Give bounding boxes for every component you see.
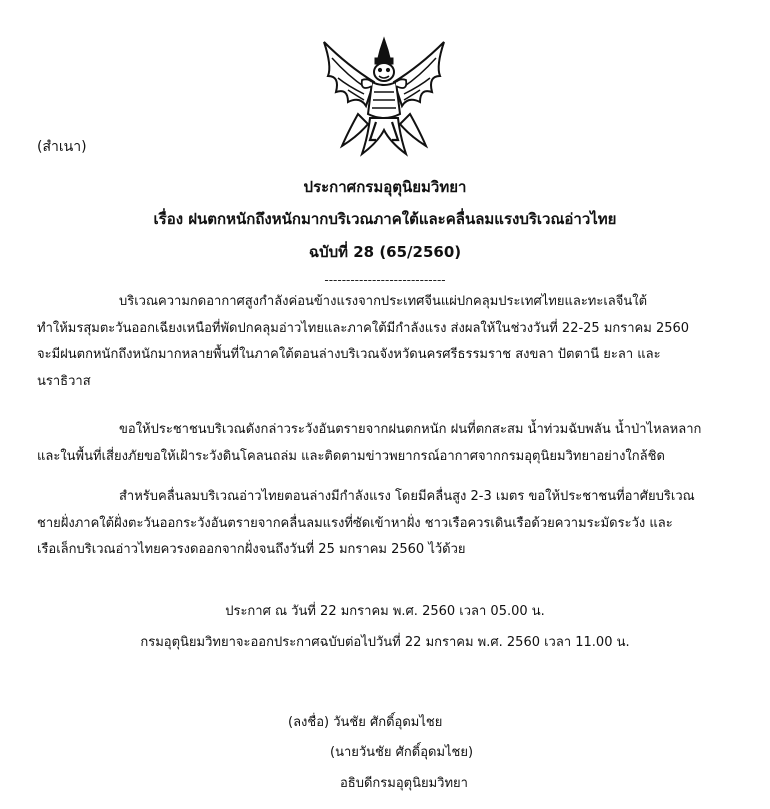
paragraph-line: ชายฝั่งภาคใต้ฝั่งตะวันออกระวังอันตรายจากคลื่นลมแรงที่ซัดเข้าหาฝั่ง ชาวเรือควรเดินเรือด้วยความระมัดระวัง และ (37, 515, 673, 531)
paragraph-line: บริเวณความกดอากาศสูงกำลังค่อนข้างแรงจากประเทศจีนแผ่ปกคลุมประเทศไทยและทะเลจีนใต้ (119, 294, 648, 309)
signer-title: อธิบดีกรมอุตุนิยมวิทยา (340, 776, 468, 791)
next-issue-note: กรมอุตุนิยมวิทยาจะออกประกาศฉบับต่อไปวันที่ 22 มกราคม พ.ศ. 2560 เวลา 11.00 น. (140, 635, 630, 650)
copy-label: (สำเนา) (37, 139, 87, 155)
paragraph-line: ขอให้ประชาชนบริเวณดังกล่าวระวังอันตรายจากฝนตกหนัก ฝนที่ตกสะสม น้ำท่วมฉับพลัน น้ำป่าไหลหลาก (119, 422, 702, 437)
announcement-subject: เรื่อง ฝนตกหนักถึงหนักมากบริเวณภาคใต้และคลื่นลมแรงบริเวณอ่าวไทย (153, 210, 617, 228)
paragraph-waves (37, 484, 737, 564)
divider: ---------------------------- (324, 273, 446, 287)
paragraph-line: และในพื้นที่เสี่ยงภัยขอให้เฝ้าระวังดินโคลนถล่ม และติดตามข่าวพยากรณ์อากาศจากกรมอุตุนิยมวิทยาอย่างใกล้ชิด (37, 448, 665, 464)
issue-number: ฉบับที่ 28 (65/2560) (308, 243, 462, 261)
paragraph-line: สำหรับคลื่นลมบริเวณอ่าวไทยตอนล่างมีกำลังแรง โดยมีคลื่นสูง 2-3 เมตร ขอให้ประชาชนที่อาศัยบริเวณ (119, 489, 695, 504)
announced-date: ประกาศ ณ วันที่ 22 มกราคม พ.ศ. 2560 เวลา 05.00 น. (225, 604, 545, 619)
paragraph-warning (37, 417, 737, 470)
paragraph-line: นราธิวาส (37, 373, 91, 389)
paragraph-line: ทำให้มรสุมตะวันออกเฉียงเหนือที่พัดปกคลุมอ่าวไทยและภาคใต้มีกำลังแรง ส่งผลให้ในช่วงวันที่ 22-25 มกราคม 2560 (37, 320, 690, 336)
paragraph-synopsis (37, 289, 737, 395)
signature-line: (ลงชื่อ) วันชัย ศักดิ์อุดมไชย (288, 715, 443, 730)
paragraph-line: จะมีฝนตกหนักถึงหนักมากหลายพื้นที่ในภาคใต้ตอนล่างบริเวณจังหวัดนครศรีธรรมราช สงขลา ปัตตานี ยะลา และ (37, 347, 661, 362)
signer-name: (นายวันชัย ศักดิ์อุดมไชย) (330, 745, 474, 760)
garuda-emblem-icon (318, 36, 450, 158)
announcement-title: ประกาศกรมอุตุนิยมวิทยา (303, 178, 467, 196)
paragraph-line: เรือเล็กบริเวณอ่าวไทยควรงดออกจากฝั่งจนถึงวันที่ 25 มกราคม 2560 ไว้ด้วย (37, 542, 466, 557)
